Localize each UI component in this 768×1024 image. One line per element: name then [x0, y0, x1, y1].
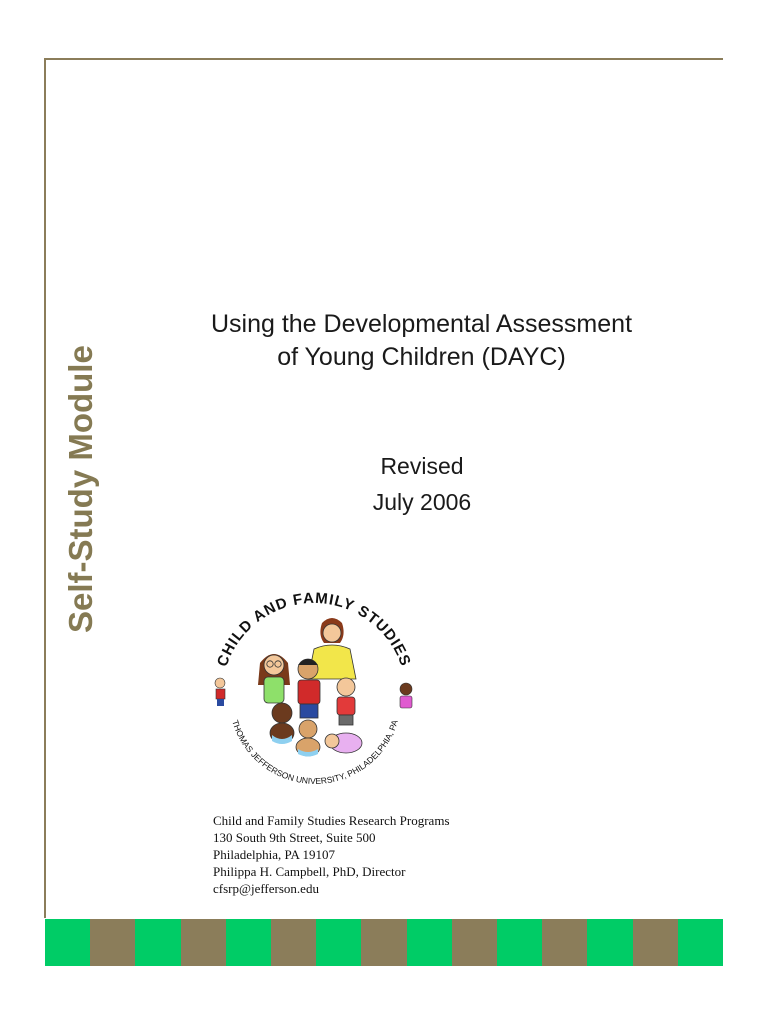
stripe-cell: [407, 919, 452, 966]
stripe-cell: [271, 919, 316, 966]
logo-bottom-text: THOMAS JEFFERSON UNIVERSITY, PHILADELPHIA, PA: [230, 718, 400, 786]
revised-label: Revised: [380, 453, 464, 479]
stripe-cell: [678, 919, 723, 966]
stripe-cell: [587, 919, 632, 966]
stripe-cell: [90, 919, 135, 966]
title-line-2: of Young Children (DAYC): [277, 343, 566, 371]
stripe-cell: [542, 919, 587, 966]
baby-figure-icon: [270, 703, 294, 744]
stripe-cell: [226, 919, 271, 966]
stripe-cell: [181, 919, 226, 966]
crawling-child-icon: [325, 733, 362, 753]
child-and-family-studies-logo: [200, 583, 430, 803]
stripe-cell: [452, 919, 497, 966]
small-right-child-icon: [400, 683, 412, 708]
title-line-1: Using the Developmental Assessment: [210, 310, 633, 338]
infant-figure-icon: [296, 720, 320, 757]
side-title: Self-Study Module: [62, 345, 99, 633]
revision-date: July 2006: [372, 489, 472, 515]
top-border-rule: [44, 58, 723, 60]
logo-top-text: CHILD AND FAMILY STUDIES: [213, 589, 415, 669]
stripe-cell: [361, 919, 406, 966]
address-line-organization: Child and Family Studies Research Programs: [213, 813, 450, 828]
stripe-cell: [316, 919, 361, 966]
address-line-email: cfsrp@jefferson.edu: [213, 881, 319, 896]
stripe-cell: [135, 919, 180, 966]
address-line-director: Philippa H. Campbell, PhD, Director: [213, 864, 406, 879]
revision-info: [272, 448, 572, 520]
small-left-child-icon: [215, 678, 225, 706]
address-line-street: 130 South 9th Street, Suite 500: [213, 830, 376, 845]
left-border-rule: [44, 58, 46, 918]
stripe-cell: [497, 919, 542, 966]
girl-figure-icon: [258, 654, 290, 703]
document-title: [140, 308, 703, 374]
stripe-cell: [633, 919, 678, 966]
decorative-stripe-band: [45, 919, 723, 966]
contact-address-block: [213, 812, 613, 897]
child-figure-icon: [337, 678, 355, 725]
address-line-city: Philadelphia, PA 19107: [213, 847, 335, 862]
boy-figure-icon: [298, 659, 320, 718]
stripe-cell: [45, 919, 90, 966]
